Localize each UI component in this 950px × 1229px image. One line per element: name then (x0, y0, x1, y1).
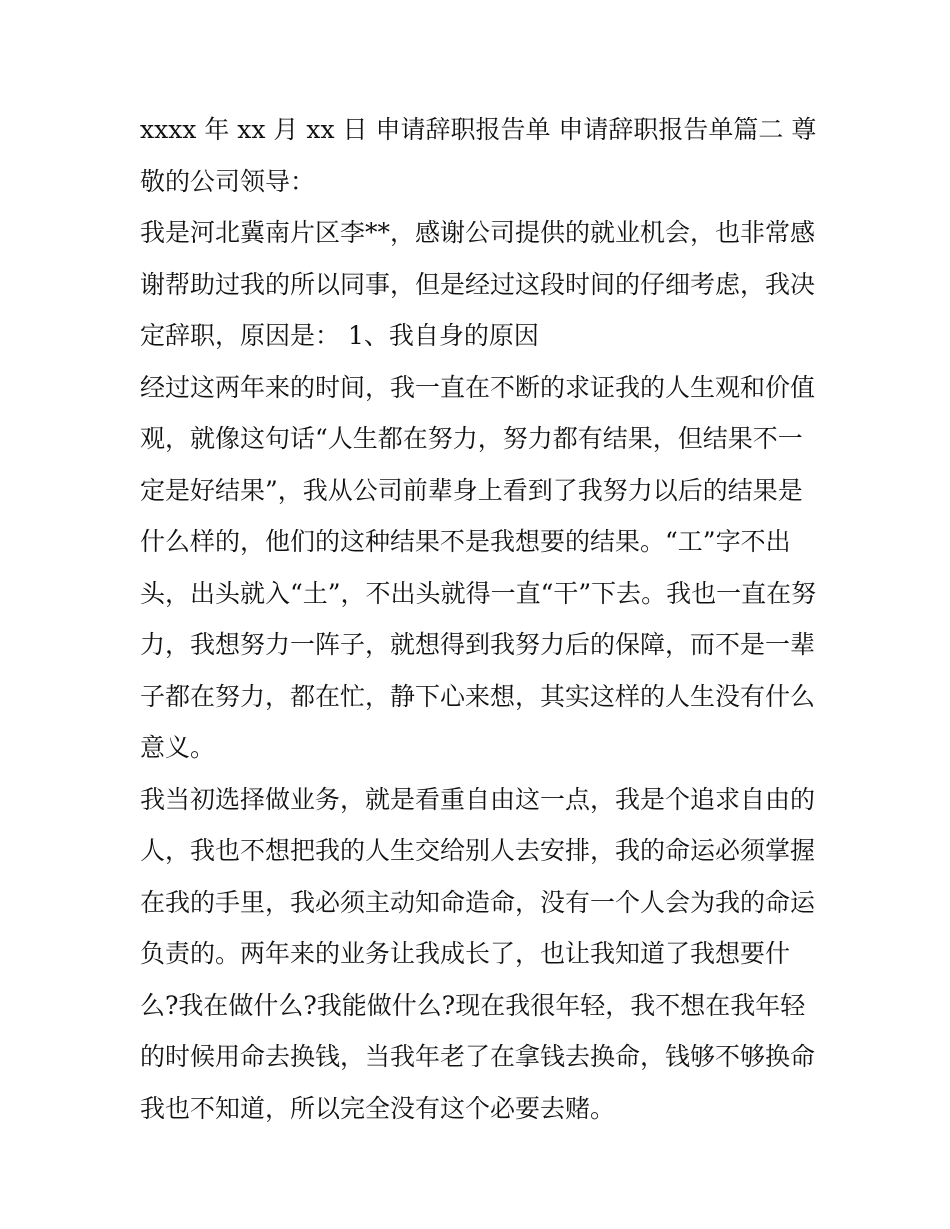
paragraph-reason-one: 经过这两年来的时间，我一直在不断的求证我的人生观和价值观，就像这句话“人生都在努力，努力都有结果，但结果不一定是好结果”，我从公司前辈身上看到了我努力以后的结果是什么样的，他们的这种结果不是我想要的结果。“工”字不出头，出头就入“土”，不出头就得一直“干”下去。我也一直在努力，我想努力一阵子，就想得到我努力后的保障，而不是一辈子都在努力，都在忙，静下心来想，其实这样的人生没有什么意义。 (140, 372, 817, 762)
paragraph-introduction: 我是河北冀南片区李**，感谢公司提供的就业机会，也非常感谢帮助过我的所以同事，但是经过这段时间的仔细考虑，我决定辞职，原因是： 1、我自身的原因 (140, 218, 816, 350)
paragraph-reason-two: 我当初选择做业务，就是看重自由这一点，我是个追求自由的人，我也不想把我的人生交给别人去安排，我的命运必须掌握在我的手里，我必须主动知命造命，没有一个人会为我的命运负责的。两年来的业务让我成长了，也让我知道了我想要什么?我在做什么?我能做什么?现在我很年轻，我不想在我年轻的时候用命去换钱，当我年老了在拿钱去换命，钱够不够换命我也不知道，所以完全没有这个必要去赌。 (140, 784, 816, 1123)
document-body (140, 104, 820, 1134)
paragraph-heading-salutation: xxxx 年 xx 月 xx 日 申请辞职报告单 申请辞职报告单篇二 尊敬的公司领导： (140, 115, 817, 196)
